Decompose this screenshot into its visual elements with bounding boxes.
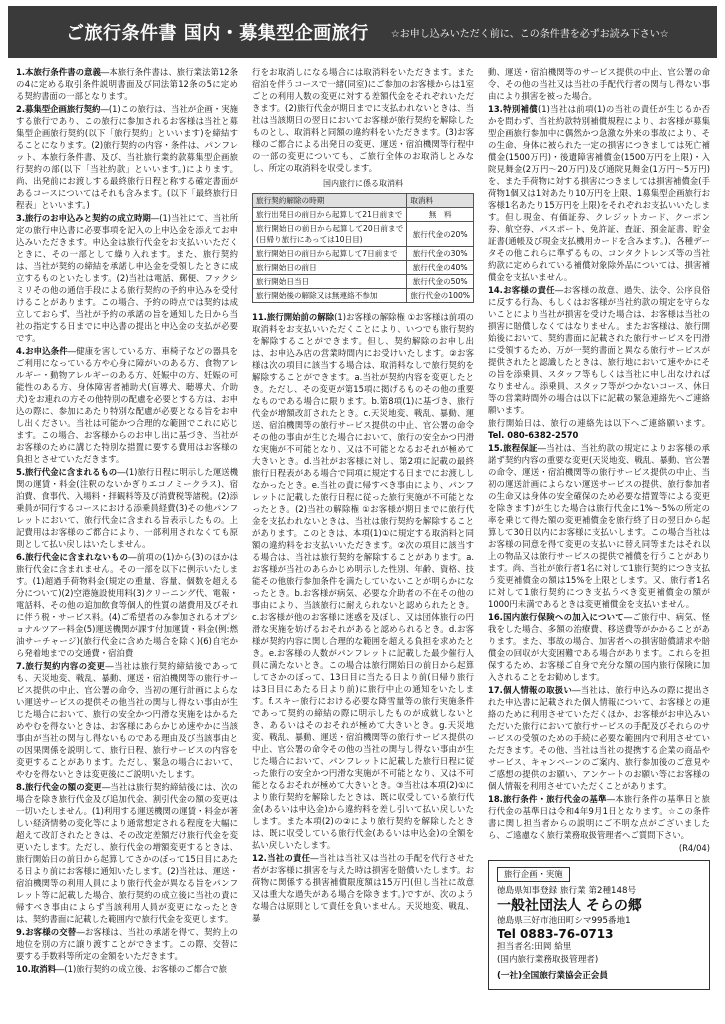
terms-section: [16, 660, 238, 780]
section-heading: 18.旅行条件・旅行代金の基準: [488, 794, 607, 804]
section-text: ―ご旅行中、病気、怪我をした場合、多額の治療費、移送費等がかかることがあります。また、事故の場合、加害者への損害賠償請求や賠償金の回収が大変困難である場合があります。これらを担保するため、お客様ご自身で充分な額の国内旅行保険に加入されることをお勧めします。: [488, 612, 710, 682]
column-header-fee: 取消料: [407, 194, 474, 208]
page-title: ご旅行条件書 国内・募集型企画旅行: [66, 23, 369, 44]
company-license: 徳島県知事登録 旅行業 第2種148号: [497, 886, 637, 896]
section-heading: 4.お申込条件: [16, 346, 68, 356]
section-text: (1)当社は前項(1)の当社の責任が生じるか否かを問わず、当社約款特別補償規程により、お客様が募集型企画旅行参加中に偶然かつ急激な外来の事故により、その生命、身体に被られた一定の損害につきましては死亡補償金(1500万円)・後遺障害補償金(1500万円を上限)・入院見舞金(2万円〜20万円)及び通院見舞金(1万円〜5万円)を、また手荷物に対する損害につきましては損害補償金(手荷物1個又は1対あたり10万円を上限、1募集型企画旅行お客様1名あたり15万円を上限)をそれぞれお支払いいたします。但し現金、有価証券、クレジットカード、クーポン券、航空券、パスポート、免許証、査証、預金証書、貯金証書(通帳及び現金支払機用カードを含みます。)、各種データその他これらに準ずるもの、コンタクトレンズ等の当社約款に定められている補償対象除外品については、損害補償金を支払いません。: [488, 104, 710, 282]
company-info-box: [488, 860, 710, 990]
cell-fee: 旅行代金の20%: [407, 222, 474, 247]
terms-section: [488, 684, 710, 792]
section-heading: 12.当社の責任: [252, 853, 311, 863]
cell-fee: 旅行代金の100%: [407, 289, 474, 303]
table-row: [253, 247, 474, 261]
section-text: ―(1)当社にて、当社所定の旅行申込書に必要事項を記入の上申込金を添えてお申込みいただきます。申込金は旅行代金をお支払いいただくときに、その一部として繰り入れます。また、旅行契約は、当社が契約の締結を承諾し申込金を受領したときに成立するものといたします。(2)当社は電話、郵便、ファクシミリその他の通信手段による旅行契約の予約申込みを受付けることがあります。この場合、予約の時点では契約は成立しておらず、当社が予約の承諾の旨を通知した日から当社の指定する日までに申込書の提出と申込金の支払が必要です。: [16, 213, 238, 343]
terms-section: [488, 284, 710, 416]
cell-period: 旅行出発日の前日から起算して21日前まで: [253, 208, 407, 222]
cell-fee: 旅行代金の50%: [407, 275, 474, 289]
terms-section: [488, 793, 710, 841]
section-heading: 14.お客様の責任: [488, 285, 555, 295]
terms-section: [252, 311, 474, 851]
cell-fee: 旅行代金の40%: [407, 261, 474, 275]
terms-section: [16, 66, 238, 102]
terms-section: [16, 345, 238, 465]
cell-period: 旅行開始日の前日から起算して20日前まで(日帰り旅行にあっては10日目): [253, 222, 407, 247]
section-text: ―健康を害している方、車椅子などの器具をご利用になっている方や心身に障がいのある方、食物アレルギー・動物アレルギーのある方、妊娠中の方、妊娠の可能性のある方、身体障害者補助犬(盲導犬、聴導犬、介助犬)をお連れの方その他特別の配慮を必要とする方は、お申込の際に、参加にあたり特別な配慮が必要となる旨をお申し出ください。当社は可能かつ合理的な範囲でこれに応じます。この場合、お客様からのお申し出に基づき、当社がお客様のために講じた特別な措置に要する費用はお客様の負担とさせていただきます。: [16, 346, 238, 464]
terms-section: [16, 926, 238, 962]
cancellation-fee-table: [252, 193, 474, 303]
terms-column-2: [252, 66, 474, 1012]
company-manager-role: (国内旅行業務取扱管理者): [497, 955, 599, 965]
cell-period: 旅行開始日当日: [253, 275, 407, 289]
company-name: 一般社団法人 そらの郷: [497, 898, 642, 914]
company-address: 徳島県三好市池田町シマ995番地1: [497, 916, 631, 926]
section-heading: 9.お客様の交替: [16, 927, 77, 937]
terms-section: [16, 466, 238, 550]
section-heading: 6.旅行代金に含まれないもの: [16, 552, 129, 562]
section-heading: 7.旅行契約内容の変更: [16, 661, 106, 671]
terms-section: [488, 103, 710, 283]
cell-fee: 無 料: [407, 208, 474, 222]
terms-section: [16, 781, 238, 925]
terms-paragraph: 行をお取消しになる場合には取消料をいただきます。また宿泊を伴うコースで一緒(同室)にご参加のお客様からは1室ごとの利用人数の変更に対する差額代金をそれぞれいただきます。(2)旅行代金が期日までに支払われないときは、当社は当該期日の翌日においてお客様が旅行契約を解除したものとし、取消料と同額の違約料をいただきます。(3)お客様のご都合による出発日の変更、運送・宿泊機関等行程中の一部の変更についても、ご旅行全体のお取消しとみなし、所定の取消料を収受します。: [252, 67, 474, 173]
table-row: [253, 261, 474, 275]
section-text: ―お客様は、当社の承諾を得て、契約上の地位を別の方に譲り渡すことができます。この際、交替に要する手数料等所定の金額をいただきます。: [16, 927, 238, 961]
section-heading: 13.特別補償: [488, 104, 538, 114]
table-row: [253, 208, 474, 222]
table-row: [253, 275, 474, 289]
section-heading: 1.本旅行条件書の意義: [16, 67, 101, 77]
section-text: ―お客様の故意、過失、法令、公序良俗に反する行為、もしくはお客様が当社約款の規定を守らないことにより当社が損害を受けた場合は、お客様は当社の損害に賠償しなくてはなりません。またお客様は、旅行開始後において、契約書面に記載された旅行サービスを円滑に受領するため、万が一契約書面と異なる旅行サービスが提供されたと認識したときは、旅行地において速やかにその旨を添乗員、スタッフ等もしくは当社に申し出なければなりません。添乗員、スタッフ等がつかないコース、休日等の営業時間外の場合は以下に記載の緊急連絡先へご連絡願います。: [488, 285, 710, 415]
company-manager: 担当者名:田岡 給里: [497, 942, 572, 952]
section-text: ―当社は旅行契約締結後であっても、天災地変、戦乱、暴動、運送・宿泊機関等の旅行サービス提供の中止、官公署の命令、当初の運行計画によらない運送サービスの提供その他当社の関与し得ない事由が生じた場合において、旅行の安全かつ円滑な実施をはかるためやむを得ないときは、お客様にあらかじめ速やかに当該事由が当社の関与し得ないものである理由及び当該事由との因果関係を説明して、旅行日程、旅行サービスの内容を変更することがあります。ただし、緊急の場合において、やむを得ないときは変更後にご説明いたします。: [16, 661, 238, 779]
terms-section: [488, 611, 710, 683]
table-row: [253, 222, 474, 247]
section-text: ―当社は当社又は当社の手配を代行させた者がお客様に損害を与えた時は損害を賠償いたします。お荷物に関係する損害補償限度額は15万円(但し当社に故意又は重大な過失がある場合を除きます。)ですが、次のような場合は原則として責任を負いません。天災地変、戦乱、暴: [252, 853, 474, 923]
terms-columns: [16, 66, 710, 1012]
table-row: [253, 289, 474, 303]
section-heading: 5.旅行代金に含まれるもの: [16, 467, 118, 477]
column-header-period: 旅行契約解除の時期: [253, 194, 407, 208]
section-text: ―当社は、当社約款の規定によりお客様の承諾ず契約内容の重要な変更(天災地変、戦乱、暴動、官公署の命令、運送・宿泊機関等の旅行サービス提供の中止、当初の運送計画によらない運送サービスの提供、旅行参加者の生命又は身体の安全確保のため必要な措置等による変更を除きます)が生じた場合は旅行代金に1%〜5%の所定の率を乗じて得た額の変更補償金を旅行終了日の翌日から起算して30日以内にお客様に支払いします。この場合当社はお客様の同意を得て変更の支払いに替え同等またはそれ以上の物品又は旅行サービスの提供で補償を行うことがあります。尚、当社が旅行者1名に対して1旅行契約につき支払う変更補償金の額は15%を上限とします。又、旅行者1名に対して1旅行契約につき支払うべき変更補償金の額が1000円未満であるときは変更補償金を支払いません。: [488, 443, 710, 609]
cell-fee: 旅行代金の30%: [407, 247, 474, 261]
section-text: 旅行開始日は、旅行の連絡先は以下へご連絡願います。: [488, 418, 710, 428]
company-phone: Tel 0883-76-0713: [497, 927, 614, 941]
section-text: ―本旅行条件書は、旅行業法第12条の4に定める取引条件説明書面及び同法第12条の5に定める契約書面の一部となります。: [16, 67, 238, 101]
section-heading: 10.取消料: [16, 964, 56, 974]
section-heading: 17.個人情報の取扱い: [488, 685, 573, 695]
company-association: (一社)全国旅行業協会正会員: [497, 971, 608, 981]
section-text: (1)お客様の解除権 ①お客様は前項の取消料をお支払いいただくことにより、いつでも旅行契約を解除することができます。但し、契約解除のお申し出は、お申込み店の営業時間内にお受けいたします。②お客様は次の項目に該当する場合は、取消料なしで旅行契約を解除することができます。a.当社が契約内容を変更したとき。ただし、その変更が第15項に掲げるものその他の重要なものである場合に限ります。b.第8項(1)に基づき、旅行代金が増額改訂されたとき。c.天災地変、戦乱、暴動、運送、宿泊機関等の旅行サービス提供の中止、官公署の命令その他の事由が生じた場合において、旅行の安全かつ円滑な実施が不可能となり、又は不可能となるおそれが極めて大きいとき。d.当社がお客様に対し、第2項に記載の最終旅行日程表がある場合で同項に規定する日までにお渡ししなかったとき。e.当社の責に帰すべき事由により、パンフレットに記載した旅行日程に従った旅行実施が不可能となったとき。(2)当社の解除権 ①お客様が期日までに旅行代金を支払われないときは、当社は旅行契約を解除することがあります。このときは、本項(1)①に規定する取消料と同額の違約料をお支払いいただきます。②次の項目に該当する場合は、当社は旅行契約を解除することがあります。a.お客様が当社のあらかじめ明示した性別、年齢、資格、技能その他旅行参加条件を満たしていないことが明らかになったとき。b.お客様が病気、必要な介助者の不在その他の事由により、当該旅行に耐えられないと認められたとき。c.お客様が他のお客様に迷惑を及ぼし、又は団体旅行の円滑な実施を妨げるおそれがあると認められるとき。d.お客様が契約内容に関し合理的な範囲を超える負担を求めたとき。e.お客様の人数がパンフレットに記載した最少催行人員に満たないとき。この場合は旅行開始日の前日から起算してさかのぼって、13日目に当たる日より前(日帰り旅行は3日目にあたる日より前)に旅行中止の通知をいたします。f.スキー旅行における必要な降雪量等の旅行実施条件であって契約の締結の際に明示したものが成就しないとき、あるいはそのおそれが極めて大きいとき。g.天災地変、戦乱、暴動、運送・宿泊機関等の旅行サービス提供の中止、官公署の命令その他の当社の関与し得ない事由が生じた場合において、パンフレットに記載した旅行日程に従った旅行の安全かつ円滑な実施が不可能となり、又は不可能となるおそれが極めて大きいとき。③当社は本項(2)①により旅行契約を解除したときは、既に収受している旅行代金(あるいは申込金)から違約料を差し引いて払い戻しいたします。また本項(2)の②により旅行契約を解除したときは、既に収受している旅行代金(あるいは申込金)の全額を払い戻しいたします。: [252, 312, 474, 850]
fee-table-caption: 国内旅行に係る取消料: [323, 179, 403, 188]
section-text: ―(1)旅行契約の成立後、お客様のご都合で旅: [55, 964, 227, 974]
terms-section: [16, 103, 238, 211]
section-text: ―本旅行条件の基準日と旅行代金の基準日は令和4年9月1日となります。☆この条件書に関し担当者からの説明にご不明な点がございましたら、ご遠慮なく旅行業務取扱管理者へご質問下さい。: [488, 794, 710, 840]
section-text: ―(1)旅行日程に明示した運送機関の運賃・料金(注釈のないかぎりエコノミークラス)、宿泊費、食事代、入場料・拝観料等及び消費税等諸税。(2)添乗員が同行するコースにおける添乗員経費(3)その他パンフレットにおいて、旅行代金に含まれる旨表示したもの。上記費用はお客様のご都合により、一部利用されなくても原則として払い戻しはいたしません。: [16, 467, 238, 549]
cell-period: 旅行開始日の前日: [253, 261, 407, 275]
section-heading: 3.旅行のお申込みと契約の成立時期: [16, 213, 151, 223]
section-text: ―当社は旅行契約締結後には、次の場合を除き旅行代金及び追加代金、割引代金の額の変更は一切いたしません。(1)利用する運送機関の運賃・料金が著しい経済情勢の変化等により通常想定される程度を大幅に超えて改訂されたときは、その改定差額だけ旅行代金を変更いたします。ただし、旅行代金の増額変更するときは、旅行開始日の前日から起算してさかのぼって15日目にあたる日より前にお客様に通知いたします。(2)当社は、運送・宿泊機関等の利用人員により旅行代金が異なる旨をパンフレット等に記載した場合、旅行契約の成立後に当社の責に帰すべき事由によらず当該利用人員が変更になったときは、契約書面に記載した範囲内で旅行代金を変更します。: [16, 782, 238, 924]
terms-section: [488, 66, 710, 102]
section-text: ―前項の(1)から(3)のほかは旅行代金に含まれません。その一部を以下に例示いたします。(1)超過手荷物料金(規定の重量、容量、個数を超える分について)(2)空港施設使用料(3)クリーニング代、電報・電話料、その他の追加飲食等個人的性質の諸費用及びそれに伴う税・サービス料。(4)ご希望者のみ参加されるオプショナルツアー料金(5)運送機関が課す付加運賃・料金(例:燃油サーチャージ)(旅行代金に含めた場合を除く)(6)自宅から発着地までの交通費・宿泊費: [16, 552, 238, 658]
header-banner: [8, 6, 717, 58]
terms-section: [16, 212, 238, 344]
section-text: 動、運送・宿泊機関等のサービス提供の中止、官公署の命令、その他の当社又は当社の手配代行者の関与し得ない事由により損害を被った場合。: [488, 67, 710, 101]
section-heading: 11.旅行開始前の解除: [252, 312, 335, 322]
section-heading: 2.募集型企画旅行契約: [16, 104, 101, 114]
section-text: ―(1)この旅行は、当社が企画・実施する旅行であり、この旅行に参加されるお客様は当社と募集型企画旅行契約(以下「旅行契約」といいます)を締結することになります。(2)旅行契約の内容・条件は、パンフレット、本旅行条件書、及び、当社旅行業約款募集型企画旅行契約の部(以下「当社約款」といいます。)によります。尚、出発前にお渡しする最終旅行日程と称する確定書面があるコースについてはそれも含みます。(以下「最終旅行日程表」といいます。): [16, 104, 238, 210]
company-role-tag: 旅行企画・実施: [497, 867, 570, 882]
emergency-phone: Tel. 080-6382-2570: [488, 430, 579, 440]
terms-section: [488, 442, 710, 610]
section-heading: 15.旅程保証: [488, 443, 538, 453]
section-heading: 8.旅行代金の額の変更: [16, 782, 102, 792]
section-heading: 16.国内旅行保険への加入について: [488, 612, 624, 622]
section-text: ―当社は、旅行申込みの際に提出された申込書に記載された個人情報について、お客様との連絡のために利用させていただくほか、お客様がお申込みいただいた旅行において旅行サービスの手配及びそれらのサービスの受領のための手続に必要な範囲内で利用させていただきます。その他、当社は当社の提携する企業の商品やサービス、キャンペーンのご案内、旅行参加後のご意見やご感想の提供のお願い、アンケートのお願い等にお客様の個人情報を利用させていただくことがあります。: [488, 685, 710, 791]
terms-section: [252, 852, 474, 924]
revision-code: (R4/04): [678, 843, 710, 853]
terms-section: [16, 551, 238, 659]
cell-period: 旅行開始後の解除又は無連絡不参加: [253, 289, 407, 303]
cell-period: 旅行開始日の前日から起算して7日前まで: [253, 247, 407, 261]
terms-column-1: [16, 66, 238, 1012]
terms-section: [16, 963, 238, 975]
table-header-row: [253, 194, 474, 208]
page-subtitle: ☆お申し込みいただく前に、この条件書を必ずお読み下さい☆: [390, 28, 669, 40]
terms-section: [488, 417, 710, 441]
terms-column-3: [488, 66, 710, 1012]
